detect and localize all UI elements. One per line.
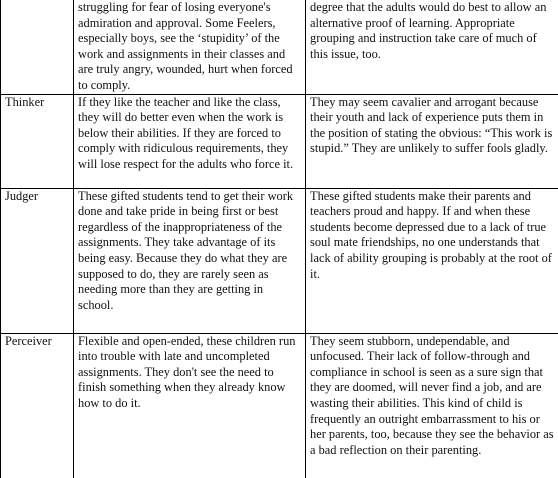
school-behavior-cell: struggling for fear of losing everyone's admiration and approval. Some Feelers, especially boys, see the ‘stupidity’ of the work and assignments in their classes and are truly angry, wounded, hurt when forced to comply.: [74, 0, 306, 94]
type-cell: [1, 0, 74, 94]
type-cell: Perceiver: [1, 333, 74, 478]
adult-perception-cell: They may seem cavalier and arrogant because their youth and lack of experience puts them in the position of stating the obvious: “This work is stupid.” They are unlikely to suffer fools gladly.: [306, 94, 558, 188]
table-row-feeler-continued: [1, 0, 558, 94]
table-row-judger: [1, 188, 558, 333]
type-cell: Judger: [1, 188, 74, 333]
table-row-thinker: [1, 94, 558, 188]
school-behavior-cell: Flexible and open-ended, these children run into trouble with late and uncompleted assignments. They don't see the need to finish something when they already know how to do it.: [74, 333, 306, 478]
adult-perception-cell: degree that the adults would do best to allow an alternative proof of learning. Appropriate grouping and instruction take care of much of this issue, too.: [306, 0, 558, 94]
table-row-perceiver: [1, 333, 558, 478]
school-behavior-cell: These gifted students tend to get their work done and take pride in being first or best regardless of the inappropriateness of the assignments. They take advantage of its being easy. Because they do what they are supposed to do, they are rarely seen as needing more than they are getting in school.: [74, 188, 306, 333]
adult-perception-cell: They seem stubborn, undependable, and unfocused. Their lack of follow-through and compliance in school is seen as a sure sign that they are doomed, will never find a job, and are wasting their abilities. This kind of child is frequently an outright embarrassment to his or her parents, too, because they see the behavior as a bad reflection on their parenting.: [306, 333, 558, 478]
school-behavior-cell: If they like the teacher and like the class, they will do better even when the work is below their abilities. If they are forced to comply with ridiculous requirements, they will lose respect for the adults who force it.: [74, 94, 306, 188]
type-cell: Thinker: [1, 94, 74, 188]
adult-perception-cell: These gifted students make their parents and teachers proud and happy. If and when these students become depressed due to a lack of true soul mate friendships, no one understands that lack of ability grouping is probably at the root of it.: [306, 188, 558, 333]
